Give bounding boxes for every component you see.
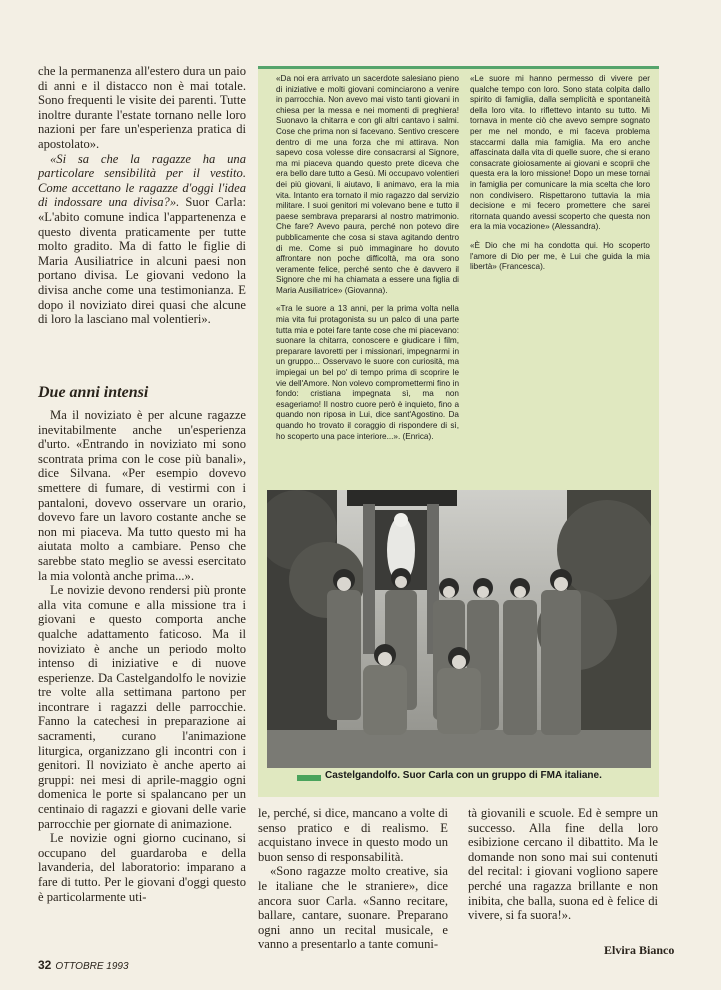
testimony: «Le suore mi hanno permesso di vivere per qualche tempo con loro. Sono stata colpita dallo spirito di famiglia, dalla semplicità e spontaneità della loro vita. Io riflettevo intanto su tutto. Mi tornava in mente ciò che avevo sempre sognato per me nel mondo, e mi faceva problema staccarmi dalla mia famiglia. Ma ero anche affascinata dalla vita di quelle suore, che si erano consacrate gioiosamente ai giovani e scoprii che questa era la loro missione! Dopo un mese tornai in famiglia per comunicare la mia scelta che loro non condivisero. Rispettarono tuttavia la mia decisione e mi fecero promettere che sarei ritornata quando avessi scoperto che questa non era la mia vocazione» (Alessandra). [470,74,650,232]
paragraph: le, perché, si dice, mancano a volte di senso pratico e di realismo. E acquistano invece in questo modo un buon senso di responsabilità. [258,806,448,864]
author-signature: Elvira Bianco [604,943,675,957]
paragraph: Le novizie devono rendersi più pronte alla vita comune e alla missione tra i giovani e questo comporta anche qualche adattamento faticoso. Ma il noviziato è anche un periodo molto intenso di iniziative e di nuove esperienze. Da Castelgandolfo le novizie tre volte alla settimana partono per incontrare i ragazzi delle parrocchie. Fanno la catechesi in preparazione ai sacramenti, curano l'animazione liturgica, organizzano gli incontri con i genitori. Il noviziato è anche aperto ai gruppi: nei mesi di aprile-maggio ogni domenica le porte si spalancano per un centinaio di ragazzi e giovani delle varie parrocchie per giornate di animazione. [38,583,246,831]
group-photo [267,490,651,768]
right-column [468,806,658,923]
paragraph: Le novizie ogni giorno cucinano, si occupano del guardaroba e della lavanderia, del laboratorio: imparano a fare di tutto. Per le giovani d'oggi questo è particolarmente uti- [38,831,246,904]
box-column-right [470,74,650,281]
section-heading: Due anni intensi [38,384,149,401]
page-footer [38,958,129,972]
box-column-left [276,74,459,450]
testimony: «Tra le suore a 13 anni, per la prima volta nella mia vita fui protagonista su un palco di una parte tutta mia e potei fare tante cose che mi piacevano: suonare la chitarra, conoscere e giudicare i film, preparare lavoretti per i missionari, impegnarmi in un gruppo... Osservavo le suore con curiosità, ma impiegai un bel po' di tempo prima di scoprire le vie dell'Amore. Non volevo compromettermi fino in fondo: cristiana impegnata sì, ma non esageriamo! Il nostro cuore però è inquieto, fino a quando non riposa in Lui, dice sant'Agostino. Da quando ho trovato il coraggio di rispondere di sì, ho scoperto una pace interiore...». (Enrica). [276,304,459,441]
question-italic: «Si sa che la ragazze ha una particolare sensibilità per il vestito. Come accettano le ragazze d'oggi l'idea di indossare una divisa?». [38,151,246,210]
testimony: «Da noi era arrivato un sacerdote salesiano pieno di iniziative e molti giovani cominciarono a venire in parrocchia. Non avevo mai visto tanti giovani in chiesa per la messa e nei momenti di preghiera! Suonavo la chitarra e con gli altri cantavo i salmi. Cose che prima non si facevano. Sentivo crescere dentro di me una forza che mi attirava. Non sapevo cosa volesse dire consacrarsi al Signore, ma mi piaceva quando questo prete diceva che era bello dare tutto a Gesù. Mi occupavo volentieri dei più giovani, li aiutavo, li animavo, era la mia vita. Intanto era tornato il mio ragazzo dal servizio militare. I suoi genitori mi volevano bene e tutto il paese sembrava prepararsi al nostro matrimonio. Che fare? Avevo paura, perché non potevo dire pubblicamente che cosa si stava agitando dentro di me. Come si può immaginare ho dovuto affrontare non poche difficoltà, ma ora sono veramente felice, perché sento che è davvero il Signore che mi ha chiamata a essere una figlia di Maria Ausiliatrice» (Giovanna). [276,74,459,295]
paragraph [38,152,246,327]
answer-text: Suor Carla: «L'abito comune indica l'appartenenza e questo diventa praticamente per tutte molto gradito. Ma di fatto le figlie di Maria Ausiliatrice in alcuni paesi non portano divisa. Le giovani vedono la divisa anche come una testimonianza. E dopo il noviziato direi quasi che alcune di loro la lasciano mal volentieri». [38,195,246,327]
paragraph: Ma il noviziato è per alcune ragazze inevitabilmente anche un'esperienza d'urto. «Entrando in noviziato mi sono scontrata prima con le cose più banali», dice Silvana. «Per esempio dovevo smettere di fumare, di vestirmi con i pantaloni, dovevo osservare un orario, dovevo fare un lavoro costante anche se non mi piaceva. Ma tutto questo mi ha aiutata molto a cambiare. Penso che sarebbe stato meglio se avessi esercitato la mia volontà anche prima...». [38,408,246,583]
left-column-lower [38,408,246,904]
paragraph: che la permanenza all'estero dura un paio di anni e il distacco non è mai totale. Sono frequenti le visite dei parenti. Tutte inoltre durante l'estate tornano nelle loro nazioni per fare un'esperienza pratica di apostolato». [38,64,246,151]
middle-column [258,806,448,952]
caption-marker [297,775,321,781]
paragraph: tà giovanili e scuole. Ed è sempre un successo. Alla fine della loro esibizione cercano il dibattito. Ma le domande non sono mai sui contenuti del recital: i giovani vogliono sapere perché una ragazza brillante e non inibita, che balla, suona ed è felice di vivere, si fa suora!». [468,806,658,923]
photo-caption: Castelgandolfo. Suor Carla con un gruppo di FMA italiane. [325,770,602,781]
page-number: 32 [38,958,52,972]
testimony: «È Dio che mi ha condotta qui. Ho scoperto l'amore di Dio per me, è Lui che guida la mia libertà» (Francesca). [470,240,650,272]
left-column [38,64,246,327]
group-photo-illustration [267,490,651,768]
issue-date: OTTOBRE 1993 [55,961,129,972]
paragraph: «Sono ragazze molto creative, sia le italiane che le straniere», dice ancora suor Carla. «Sanno recitare, ballare, cantare, suonare. Preparano ogni anno un recital musicale, e vanno a presentarlo a tante comuni- [258,864,448,952]
